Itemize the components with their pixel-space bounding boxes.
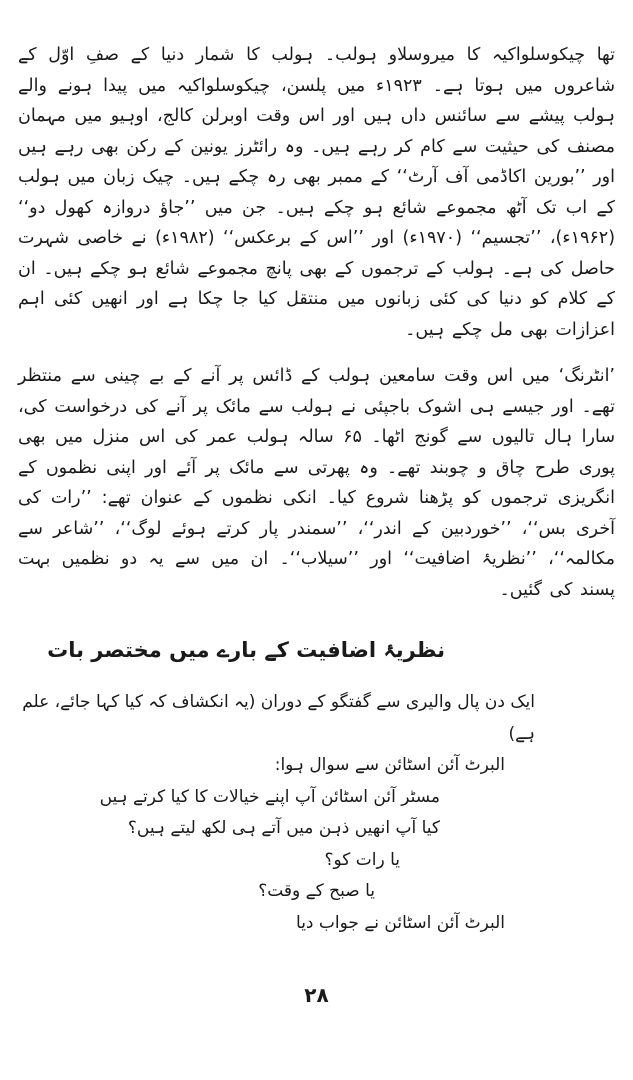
book-page bbox=[18, 40, 615, 1080]
poem-line: یا صبح کے وقت؟ bbox=[258, 881, 375, 901]
poem-line: ایک دن پال والیری سے گفتگو کے دوران (یہ انکشاف کہ کیا کہا جائے، علم ہے) bbox=[22, 692, 535, 744]
poem-line: کیا آپ انھیں ذہن میں آتے ہی لکھ لیتے ہیں؟ bbox=[127, 818, 440, 838]
intro-paragraph: تھا چیکوسلواکیہ کا میروسلاو ہولب۔ ہولب کا شمار دنیا کے صفِ اوّل کے شاعروں میں ہوتا ہے۔ ۱۹۲۳ء میں پلسن، چیکوسلواکیہ میں پیدا ہونے والے ہولب پیشے سے سائنس داں ہیں اور اس وقت اوبرلن کالج، اوہیو میں مہمان مصنف کی حیثیت سے کام کر رہے ہیں۔ وہ رائٹرز یونین کے رکن بھی رہے ہیں اور ’’بورین اکاڈمی آف آرٹ‘‘ کے ممبر بھی رہ چکے ہیں۔ چیک زبان میں ہولب کے اب تک آٹھ مجموعے شائع ہو چکے ہیں۔ جن میں ’’جاؤ دروازہ کھول دو‘‘ (۱۹۶۲ء)، ’’تجسیم‘‘ (۱۹۷۰ء) اور ’’اس کے برعکس‘‘ (۱۹۸۲ء) نے خاصی شہرت حاصل کی ہے۔ ہولب کے ترجموں کے بھی پانچ مجموعے شائع ہو چکے ہیں۔ ان کے کلام کو دنیا کی کئی زبانوں میں منتقل کیا جا چکا ہے اور انھیں کئی اہم اعزازات بھی مل چکے ہیں۔ bbox=[18, 45, 616, 340]
reading-paragraph: ’انٹرنگ‘ میں اس وقت سامعین ہولب کے ڈائس پر آنے کے بے چینی سے منتظر تھے۔ اور جیسے ہی اشوک باجپئی نے ہولب سے مائک پر آنے کی درخواست کی، سارا ہال تالیوں سے گونج اٹھا۔ ۶۵ سالہ ہولب عمر کی اس منزل میں بھی پوری طرح چاق و چوبند تھے۔ وہ پھرتی سے مائک پر آئے اور اپنی نظموں کے انگریزی ترجموں کو پڑھنا شروع کیا۔ انکی نظموں کے عنوان تھے: ’’رات کی آخری بس‘‘، ’’خوردبین کے اندر‘‘، ’’سمندر پار کرتے ہوئے لوگ‘‘، ’’شاعر سے مکالمہ‘‘، ’’نظریۂ اضافیت‘‘ اور ’’سیلاب‘‘۔ ان میں سے یہ دو نظمیں بہت پسند کی گئیں۔ bbox=[18, 366, 615, 600]
poem-line: یا رات کو؟ bbox=[324, 849, 400, 870]
page-number: ۲۸ bbox=[304, 983, 329, 1007]
poem-title: نظریۂ اضافیت کے بارے میں مختصر بات bbox=[47, 638, 445, 662]
poem-line: مسٹر آئن اسٹائن آپ اپنے خیالات کا کیا کرتے ہیں bbox=[99, 786, 440, 807]
poem-line: البرٹ آئن اسٹائن سے سوال ہوا: bbox=[274, 755, 505, 775]
poem-lines bbox=[18, 687, 615, 939]
poem-line: البرٹ آئن اسٹائن نے جواب دیا bbox=[296, 912, 505, 933]
